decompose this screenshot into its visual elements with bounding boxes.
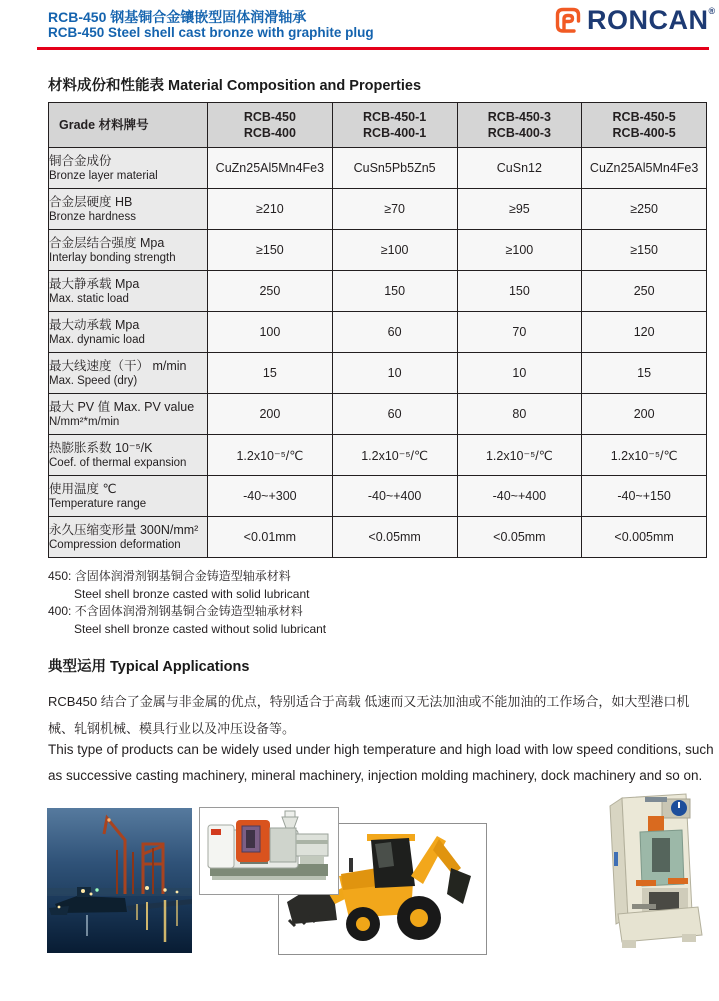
property-label-cell bbox=[49, 476, 208, 517]
table-row bbox=[49, 271, 707, 312]
value-cell: ≥100 bbox=[332, 230, 457, 271]
section-title-applications: 典型运用 Typical Applications bbox=[48, 659, 250, 675]
property-label-zh: 铜合金成份 bbox=[49, 154, 112, 168]
property-label-en: Max. static load bbox=[49, 293, 129, 305]
property-label-en: Bronze layer material bbox=[49, 170, 158, 182]
value-cell: 250 bbox=[582, 271, 707, 312]
property-label-en: Temperature range bbox=[49, 498, 147, 510]
value-cell: 100 bbox=[208, 312, 333, 353]
roncan-logo-icon bbox=[553, 6, 583, 35]
registered-trademark-symbol: ® bbox=[708, 6, 716, 16]
value-cell: 15 bbox=[208, 353, 333, 394]
table-header-row bbox=[49, 103, 707, 148]
grade-column-header bbox=[208, 103, 333, 148]
value-cell: 10 bbox=[457, 353, 582, 394]
value-cell: 1.2x10⁻⁵/℃ bbox=[582, 435, 707, 476]
property-label-cell bbox=[49, 148, 208, 189]
property-label-zh: 合金层硬度 HB bbox=[49, 195, 133, 209]
property-label-cell bbox=[49, 353, 208, 394]
property-label-en: Bronze hardness bbox=[49, 211, 136, 223]
value-cell: CuZn25Al5Mn4Fe3 bbox=[582, 148, 707, 189]
grade-name-top: RCB-450-5 bbox=[612, 110, 676, 124]
table-row bbox=[49, 394, 707, 435]
value-cell: CuZn25Al5Mn4Fe3 bbox=[208, 148, 333, 189]
section-title-composition: 材料成份和性能表 Material Composition and Properties bbox=[48, 78, 422, 94]
value-cell: 250 bbox=[208, 271, 333, 312]
value-cell: 1.2x10⁻⁵/℃ bbox=[457, 435, 582, 476]
grade-column-header bbox=[457, 103, 582, 148]
value-cell: <0.05mm bbox=[457, 517, 582, 558]
table-row bbox=[49, 476, 707, 517]
property-label-cell bbox=[49, 394, 208, 435]
table-row bbox=[49, 312, 707, 353]
grade-name-top: RCB-450-3 bbox=[487, 110, 551, 124]
property-label-cell bbox=[49, 435, 208, 476]
property-label-cell bbox=[49, 271, 208, 312]
page-title-zh: RCB-450 钢基铜合金镶嵌型固体润滑轴承 bbox=[48, 9, 307, 25]
footnote-450-en: Steel shell bronze casted with solid lubricant bbox=[74, 586, 310, 601]
value-cell: 60 bbox=[332, 312, 457, 353]
value-cell: 1.2x10⁻⁵/℃ bbox=[208, 435, 333, 476]
value-cell: ≥150 bbox=[582, 230, 707, 271]
footnote-400-zh: 400: 不含固体润滑剂钢基铜合金铸造型轴承材料 bbox=[48, 604, 303, 618]
value-cell: CuSn5Pb5Zn5 bbox=[332, 148, 457, 189]
property-label-en: Max. dynamic load bbox=[49, 334, 145, 346]
value-cell: 10 bbox=[332, 353, 457, 394]
value-cell: ≥70 bbox=[332, 189, 457, 230]
property-label-cell bbox=[49, 230, 208, 271]
value-cell: <0.05mm bbox=[332, 517, 457, 558]
property-label-cell bbox=[49, 189, 208, 230]
value-cell: ≥150 bbox=[208, 230, 333, 271]
grade-name-top: RCB-450 bbox=[243, 110, 296, 124]
value-cell: -40~+300 bbox=[208, 476, 333, 517]
brand-name: RONCAN bbox=[587, 5, 709, 35]
value-cell: ≥210 bbox=[208, 189, 333, 230]
property-label-en: Compression deformation bbox=[49, 539, 181, 551]
value-cell: <0.005mm bbox=[582, 517, 707, 558]
property-label-zh: 最大动承载 Mpa bbox=[49, 318, 140, 332]
property-label-en: N/mm²*m/min bbox=[49, 416, 120, 428]
property-label-cell bbox=[49, 517, 208, 558]
value-cell: CuSn12 bbox=[457, 148, 582, 189]
property-label-zh: 热膨胀系数 10⁻⁵/K bbox=[49, 441, 153, 455]
grade-name-bottom: RCB-400-5 bbox=[612, 126, 676, 140]
table-row bbox=[49, 230, 707, 271]
value-cell: -40~+400 bbox=[457, 476, 582, 517]
table-row bbox=[49, 353, 707, 394]
value-cell: 200 bbox=[208, 394, 333, 435]
property-label-zh: 最大 PV 值 Max. PV value bbox=[49, 400, 195, 414]
value-cell: 60 bbox=[332, 394, 457, 435]
property-label-cell bbox=[49, 312, 208, 353]
composition-table bbox=[48, 102, 707, 558]
injection-molding-machine-photo bbox=[199, 807, 339, 895]
grade-name-bottom: RCB-400 bbox=[243, 126, 296, 140]
value-cell: -40~+150 bbox=[582, 476, 707, 517]
value-cell: 150 bbox=[332, 271, 457, 312]
table-row bbox=[49, 517, 707, 558]
property-label-zh: 最大线速度（干） m/min bbox=[49, 359, 187, 373]
applications-paragraph-zh: RCB450 结合了金属与非金属的优点，特别适合于高载 低速而又无法加油或不能加油的工作场合，如大型港口机 械、轧钢机械、模具行业以及冲压设备等。 bbox=[48, 694, 690, 736]
value-cell: -40~+400 bbox=[332, 476, 457, 517]
value-cell: ≥95 bbox=[457, 189, 582, 230]
value-cell: ≥250 bbox=[582, 189, 707, 230]
value-cell: 70 bbox=[457, 312, 582, 353]
grade-column-header bbox=[332, 103, 457, 148]
footnote-400-en: Steel shell bronze casted without solid lubricant bbox=[74, 621, 327, 636]
value-cell: ≥100 bbox=[457, 230, 582, 271]
value-cell: 1.2x10⁻⁵/℃ bbox=[332, 435, 457, 476]
page-title-en: RCB-450 Steel shell cast bronze with graphite plug bbox=[48, 25, 374, 40]
grade-header-cell: Grade 材料牌号 bbox=[49, 103, 208, 148]
grade-name-top: RCB-450-1 bbox=[363, 110, 427, 124]
punch-press-photo bbox=[592, 792, 712, 962]
value-cell: 120 bbox=[582, 312, 707, 353]
value-cell: 150 bbox=[457, 271, 582, 312]
grade-column-header bbox=[582, 103, 707, 148]
table-row bbox=[49, 189, 707, 230]
table-footnotes bbox=[48, 568, 326, 638]
applications-paragraph-en: This type of products can be widely used under high temperature and high load with low speed conditions, such as successive casting machinery, mineral machinery, injection molding machinery, dock machinery and so on. bbox=[48, 742, 714, 783]
property-label-en: Interlay bonding strength bbox=[49, 252, 176, 264]
footnote-450-zh: 450: 含固体润滑剂钢基铜合金铸造型轴承材料 bbox=[48, 569, 291, 583]
property-label-zh: 使用温度 ℃ bbox=[49, 482, 117, 496]
dock-cranes-night-photo bbox=[47, 808, 192, 953]
roncan-logo bbox=[553, 5, 715, 35]
property-label-zh: 永久压缩变形量 300N/mm² bbox=[49, 523, 199, 537]
header-divider bbox=[37, 47, 709, 50]
property-label-zh: 最大静承载 Mpa bbox=[49, 277, 140, 291]
value-cell: <0.01mm bbox=[208, 517, 333, 558]
value-cell: 80 bbox=[457, 394, 582, 435]
grade-name-bottom: RCB-400-1 bbox=[363, 126, 427, 140]
table-row bbox=[49, 435, 707, 476]
grade-name-bottom: RCB-400-3 bbox=[487, 126, 551, 140]
property-label-en: Coef. of thermal expansion bbox=[49, 457, 187, 469]
value-cell: 200 bbox=[582, 394, 707, 435]
property-label-en: Max. Speed (dry) bbox=[49, 375, 138, 387]
value-cell: 15 bbox=[582, 353, 707, 394]
property-label-zh: 合金层结合强度 Mpa bbox=[49, 236, 165, 250]
table-row bbox=[49, 148, 707, 189]
